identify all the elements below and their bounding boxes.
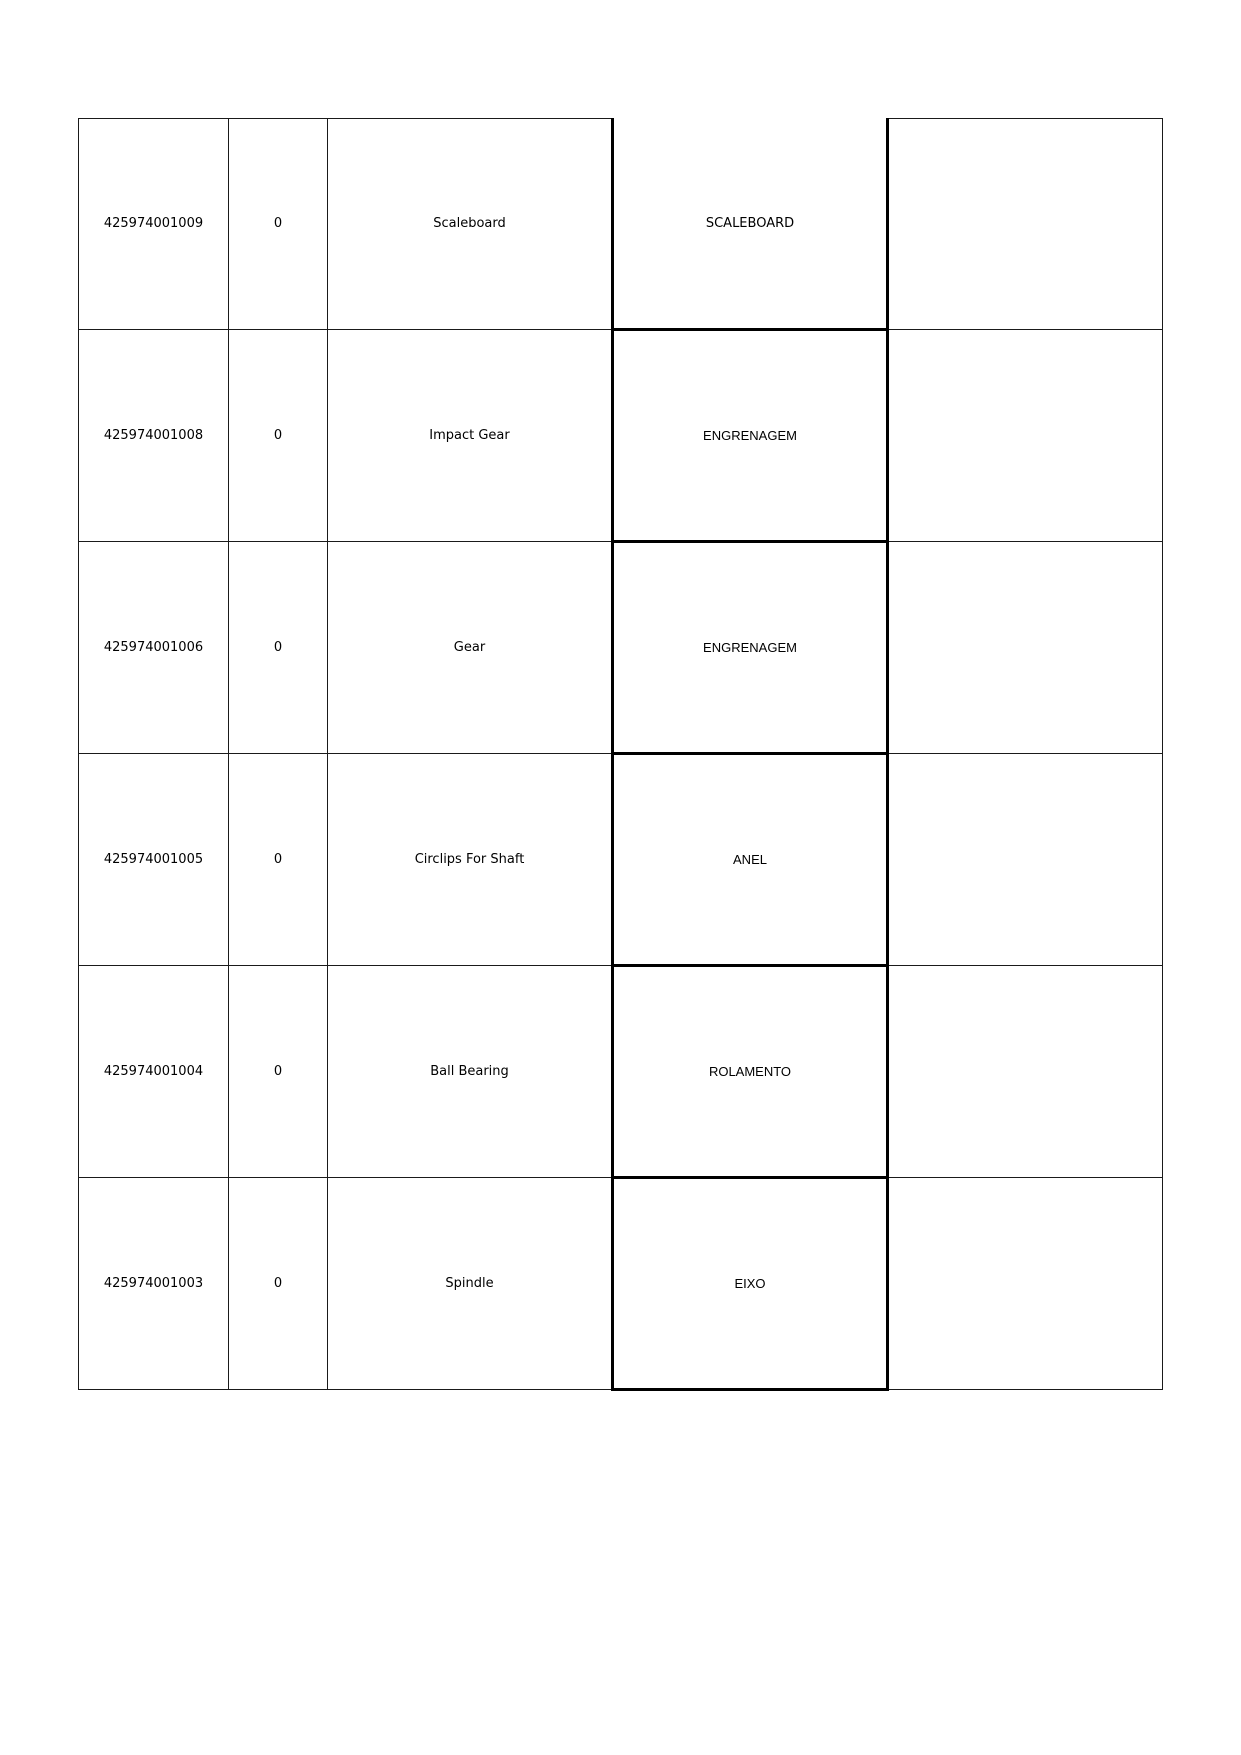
table-row [79,1177,1163,1389]
remarks-cell [888,119,1163,330]
quantity-cell: 0 [229,965,328,1177]
table-row [79,965,1163,1177]
translation-cell: ENGRENAGEM [613,541,888,753]
description-cell: Scaleboard [328,119,613,330]
translation-cell: SCALEBOARD [613,119,888,330]
quantity-cell: 0 [229,541,328,753]
remarks-cell [888,1177,1163,1389]
description-cell: Circlips For Shaft [328,753,613,965]
part-code-cell: 425974001008 [79,329,229,541]
part-code-cell: 425974001006 [79,541,229,753]
translation-cell: ANEL [613,753,888,965]
parts-table [78,118,1163,1391]
description-cell: Ball Bearing [328,965,613,1177]
part-code-cell: 425974001004 [79,965,229,1177]
table-row [79,119,1163,330]
part-code-cell: 425974001005 [79,753,229,965]
translation-cell: ROLAMENTO [613,965,888,1177]
part-code-cell: 425974001009 [79,119,229,330]
quantity-cell: 0 [229,329,328,541]
quantity-cell: 0 [229,753,328,965]
quantity-cell: 0 [229,1177,328,1389]
table-row [79,329,1163,541]
description-cell: Spindle [328,1177,613,1389]
translation-cell: EIXO [613,1177,888,1389]
remarks-cell [888,965,1163,1177]
remarks-cell [888,753,1163,965]
remarks-cell [888,541,1163,753]
table-row [79,753,1163,965]
description-cell: Impact Gear [328,329,613,541]
quantity-cell: 0 [229,119,328,330]
description-cell: Gear [328,541,613,753]
table-row [79,541,1163,753]
part-code-cell: 425974001003 [79,1177,229,1389]
translation-cell: ENGRENAGEM [613,329,888,541]
remarks-cell [888,329,1163,541]
